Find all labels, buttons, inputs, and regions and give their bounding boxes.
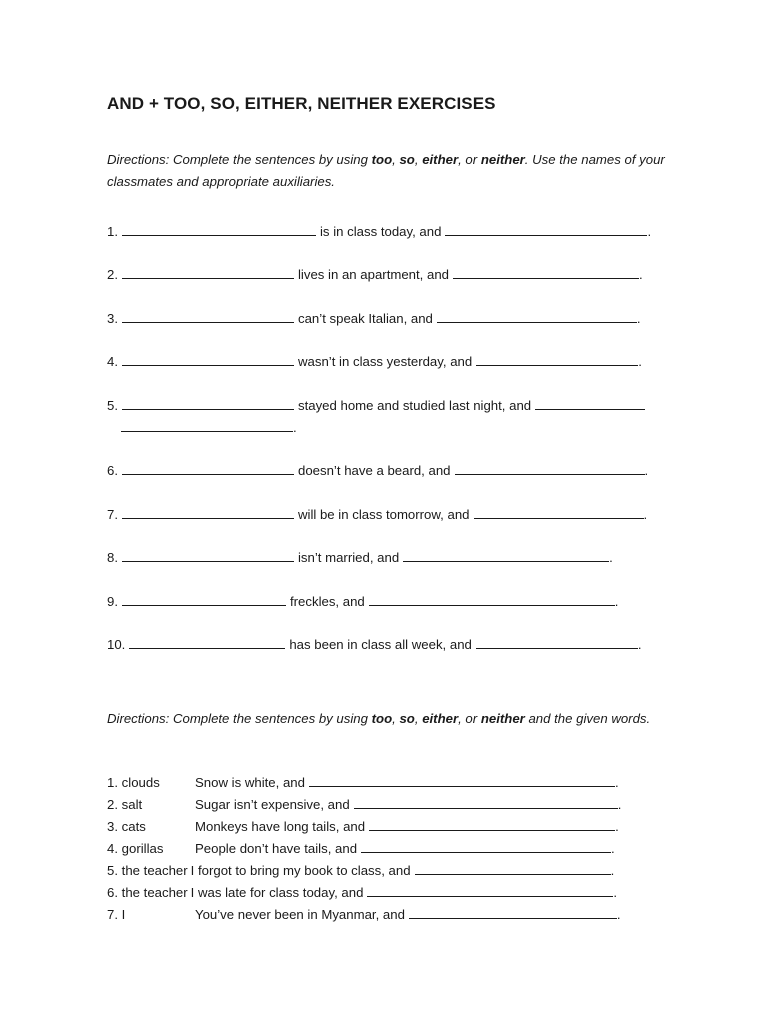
- answer-blank[interactable]: [122, 463, 294, 475]
- sentence-text: can’t speak Italian, and: [298, 311, 433, 326]
- item-number: 3.: [107, 819, 118, 834]
- exercise-1-item-10: [107, 637, 642, 652]
- answer-blank[interactable]: [445, 224, 647, 236]
- answer-blank[interactable]: [415, 863, 611, 875]
- item-number: 7.: [107, 507, 118, 522]
- exercise-2-item-1: [107, 775, 619, 790]
- sentence-end: .: [614, 775, 619, 790]
- directions-separator: ,: [392, 152, 400, 167]
- answer-blank[interactable]: [122, 507, 294, 519]
- sentence-text: isn’t married, and: [298, 550, 400, 565]
- exercise-2-item-2: [107, 797, 621, 812]
- item-number: 1.: [107, 775, 118, 790]
- answer-blank[interactable]: [122, 267, 294, 279]
- sentence-end: .: [613, 885, 618, 900]
- exercise-1-item-5-continuation: [121, 420, 297, 435]
- answer-blank[interactable]: [361, 841, 611, 853]
- exercise-2-item-7: [107, 907, 621, 922]
- answer-blank[interactable]: [121, 420, 293, 432]
- answer-blank[interactable]: [476, 637, 638, 649]
- directions-separator: , or: [458, 152, 481, 167]
- item-number: 5.: [107, 398, 118, 413]
- given-word: clouds: [121, 775, 160, 790]
- item-number: 3.: [107, 311, 118, 326]
- answer-blank[interactable]: [369, 819, 615, 831]
- exercise-1-item-5: [107, 398, 645, 413]
- answer-blank[interactable]: [369, 594, 615, 606]
- answer-blank[interactable]: [367, 885, 613, 897]
- sentence-text: doesn’t have a beard, and: [298, 463, 451, 478]
- answer-blank[interactable]: [309, 775, 615, 787]
- item-number: 2.: [107, 267, 118, 282]
- given-word-cue: [107, 775, 195, 790]
- item-number: 4.: [107, 841, 118, 856]
- directions-text: Directions: Complete the sentences by using: [107, 711, 372, 726]
- answer-blank[interactable]: [354, 797, 618, 809]
- sentence-end: .: [636, 311, 641, 326]
- item-number: 10.: [107, 637, 126, 652]
- given-word-cue: [107, 863, 191, 878]
- directions-text: and the given words.: [524, 711, 651, 726]
- page-title: AND + TOO, SO, EITHER, NEITHER EXERCISES: [107, 94, 496, 113]
- answer-blank[interactable]: [122, 224, 316, 236]
- given-word: the teacher: [121, 885, 188, 900]
- directions-separator: ,: [414, 711, 423, 726]
- sentence-end: .: [639, 267, 643, 282]
- sentence-text: will be in class tomorrow, and: [298, 507, 470, 522]
- keyword-neither: neither: [480, 711, 525, 726]
- answer-blank[interactable]: [535, 398, 645, 410]
- exercise-1-item-6: [107, 463, 648, 478]
- keyword-too: too: [371, 711, 393, 726]
- given-word-cue: [107, 797, 195, 812]
- sentence-end: .: [616, 907, 621, 922]
- directions-separator: ,: [392, 711, 400, 726]
- exercise-1-item-4: [107, 354, 642, 369]
- item-number: 8.: [107, 550, 118, 565]
- sentence-text: freckles, and: [290, 594, 365, 609]
- sentence-text: stayed home and studied last night, and: [298, 398, 532, 413]
- keyword-either: either: [422, 711, 459, 726]
- exercise-2-item-4: [107, 841, 615, 856]
- directions-section-2: [107, 708, 667, 730]
- sentence-end: .: [647, 224, 652, 239]
- sentence-end: .: [610, 863, 615, 878]
- answer-blank[interactable]: [122, 594, 286, 606]
- directions-separator: ,: [414, 152, 423, 167]
- exercise-2-item-6: [107, 885, 617, 900]
- given-word-cue: [107, 819, 195, 834]
- answer-blank[interactable]: [437, 311, 637, 323]
- sentence-end: .: [643, 507, 648, 522]
- item-number: 9.: [107, 594, 118, 609]
- given-word: I: [121, 907, 126, 922]
- sentence-end: .: [617, 797, 622, 812]
- item-number: 1.: [107, 224, 118, 239]
- directions-section-1: [107, 149, 667, 193]
- sentence-end: .: [637, 637, 642, 652]
- answer-blank[interactable]: [129, 637, 285, 649]
- given-word: the teacher: [121, 863, 188, 878]
- answer-blank[interactable]: [122, 398, 294, 410]
- keyword-so: so: [399, 152, 415, 167]
- sentence-text: Monkeys have long tails, and: [195, 819, 366, 834]
- sentence-end: .: [609, 550, 613, 565]
- exercise-1-item-3: [107, 311, 641, 326]
- answer-blank[interactable]: [455, 463, 645, 475]
- given-word: cats: [121, 819, 146, 834]
- sentence-text: You’ve never been in Myanmar, and: [195, 907, 405, 922]
- answer-blank[interactable]: [409, 907, 617, 919]
- given-word: salt: [121, 797, 143, 812]
- sentence-text: wasn’t in class yesterday, and: [298, 354, 473, 369]
- keyword-either: either: [422, 152, 459, 167]
- sentence-text: is in class today, and: [320, 224, 442, 239]
- keyword-neither: neither: [480, 152, 525, 167]
- directions-text: . Use the names of your classmates and appropriate auxiliaries.: [107, 152, 665, 189]
- sentence-text: People don’t have tails, and: [195, 841, 358, 856]
- keyword-too: too: [371, 152, 393, 167]
- given-word: gorillas: [121, 841, 164, 856]
- answer-blank[interactable]: [122, 550, 294, 562]
- answer-blank[interactable]: [453, 267, 639, 279]
- sentence-end: .: [293, 420, 297, 435]
- directions-separator: , or: [458, 711, 481, 726]
- directions-text: Directions: Complete the sentences by using: [107, 152, 372, 167]
- exercise-2-item-5: [107, 863, 614, 878]
- exercise-1-item-7: [107, 507, 647, 522]
- given-word-cue: [107, 885, 191, 900]
- sentence-end: .: [644, 463, 649, 478]
- answer-blank[interactable]: [403, 550, 609, 562]
- item-number: 6.: [107, 885, 118, 900]
- sentence-text: I was late for class today, and: [190, 885, 364, 900]
- answer-blank[interactable]: [476, 354, 638, 366]
- exercise-2-item-3: [107, 819, 619, 834]
- sentence-text: I forgot to bring my book to class, and: [190, 863, 411, 878]
- answer-blank[interactable]: [474, 507, 644, 519]
- answer-blank[interactable]: [122, 354, 294, 366]
- sentence-text: lives in an apartment, and: [298, 267, 450, 282]
- given-word-cue: [107, 841, 195, 856]
- item-number: 2.: [107, 797, 118, 812]
- exercise-1-item-1: [107, 224, 651, 239]
- sentence-end: .: [611, 841, 615, 856]
- sentence-end: .: [638, 354, 642, 369]
- keyword-so: so: [399, 711, 415, 726]
- answer-blank[interactable]: [122, 311, 294, 323]
- sentence-text: Snow is white, and: [195, 775, 305, 790]
- exercise-1-item-9: [107, 594, 618, 609]
- sentence-end: .: [614, 594, 619, 609]
- given-word-cue: [107, 907, 195, 922]
- item-number: 5.: [107, 863, 118, 878]
- exercise-1-item-8: [107, 550, 613, 565]
- item-number: 4.: [107, 354, 118, 369]
- exercise-1-item-2: [107, 267, 643, 282]
- sentence-text: Sugar isn’t expensive, and: [195, 797, 350, 812]
- sentence-text: has been in class all week, and: [289, 637, 472, 652]
- item-number: 6.: [107, 463, 118, 478]
- item-number: 7.: [107, 907, 118, 922]
- sentence-end: .: [615, 819, 619, 834]
